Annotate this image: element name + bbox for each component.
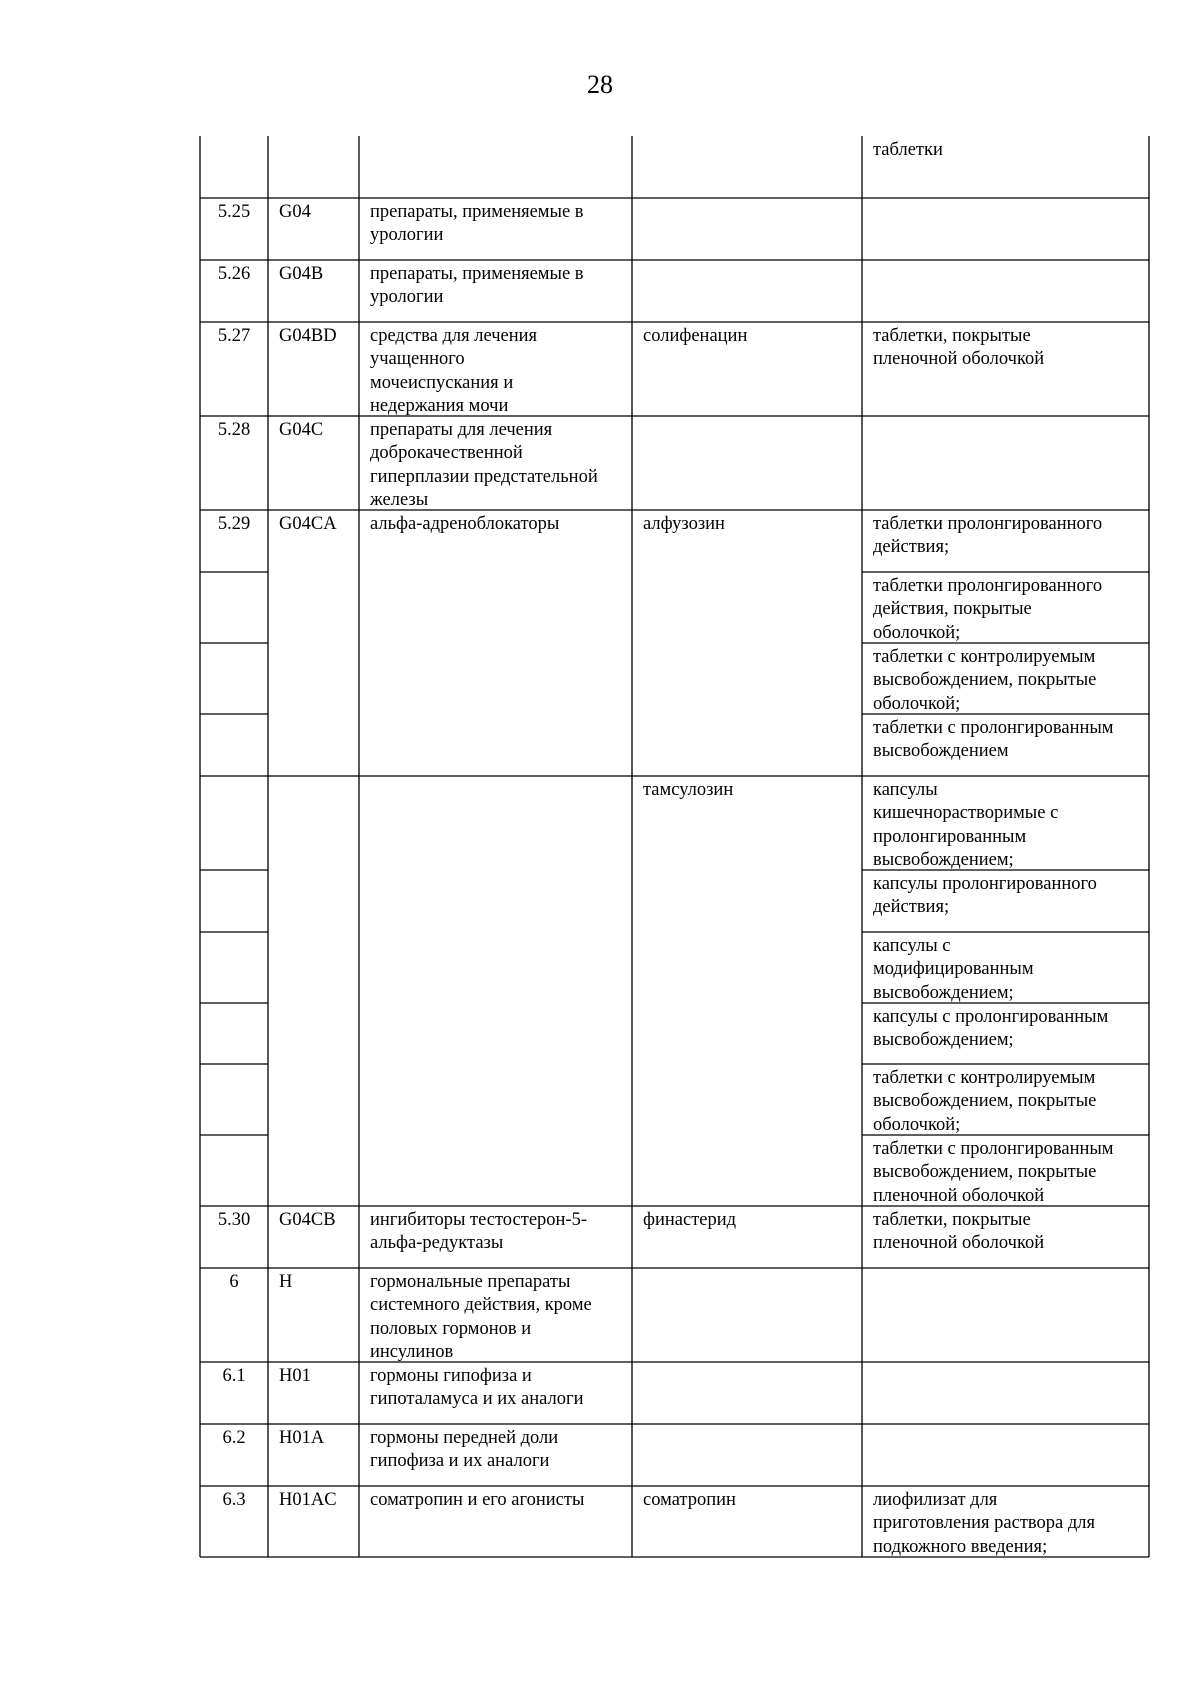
atc-code: H01A bbox=[279, 1428, 325, 1448]
dosage-form-line: таблетки с пролонгированным bbox=[873, 1139, 1114, 1159]
group-name-line: препараты, применяемые в bbox=[370, 202, 584, 222]
atc-code: G04CA bbox=[279, 514, 337, 534]
group-name-line: гипофиза и их аналоги bbox=[370, 1451, 550, 1472]
atc-code: G04BD bbox=[279, 326, 337, 346]
dosage-form-line: таблетки с контролируемым bbox=[873, 647, 1096, 667]
dosage-form-line: оболочкой; bbox=[873, 1114, 961, 1135]
dosage-form-line: капсулы пролонгированного bbox=[873, 874, 1097, 894]
dosage-form-line: действия; bbox=[873, 897, 950, 918]
group-name-line: альфа-адреноблокаторы bbox=[370, 514, 560, 534]
row-number: 6 bbox=[229, 1272, 239, 1292]
group-name-line: средства для лечения bbox=[370, 326, 538, 346]
dosage-form-line: модифицированным bbox=[873, 959, 1034, 980]
group-name-line: гормоны передней доли bbox=[370, 1428, 559, 1448]
dosage-form-line: таблетки с контролируемым bbox=[873, 1068, 1096, 1088]
dosage-form-line: пленочной оболочкой bbox=[873, 1185, 1045, 1206]
group-name-line: гормональные препараты bbox=[370, 1272, 571, 1292]
group-name-line: недержания мочи bbox=[370, 396, 509, 417]
dosage-form-line: оболочкой; bbox=[873, 622, 961, 643]
group-name-line: системного действия, кроме bbox=[370, 1295, 592, 1316]
dosage-form-line: высвобождением; bbox=[873, 1030, 1014, 1051]
dosage-form-line: высвобождением; bbox=[873, 982, 1014, 1003]
row-number: 5.28 bbox=[217, 420, 251, 440]
row-number: 5.29 bbox=[217, 514, 251, 534]
group-name-line: мочеиспускания и bbox=[370, 372, 514, 393]
atc-code: H bbox=[279, 1272, 293, 1292]
dosage-form-line: таблетки с пролонгированным bbox=[873, 718, 1114, 738]
group-name-line: препараты для лечения bbox=[370, 420, 553, 440]
dosage-form-line: высвобождением, покрытые bbox=[873, 670, 1097, 691]
drug-name: алфузозин bbox=[643, 514, 725, 534]
dosage-form-line: действия, покрытые bbox=[873, 599, 1032, 620]
dosage-form-line: кишечнорастворимые с bbox=[873, 803, 1059, 824]
group-name-line: соматропин и его агонисты bbox=[370, 1490, 585, 1510]
group-name-line: гиперплазии предстательной bbox=[370, 466, 598, 487]
group-name-line: гормоны гипофиза и bbox=[370, 1366, 532, 1386]
row-number: 5.27 bbox=[217, 326, 251, 346]
dosage-form-line: высвобождением, покрытые bbox=[873, 1162, 1097, 1183]
dosage-form-line: высвобождением, покрытые bbox=[873, 1091, 1097, 1112]
dosage-form-line: пленочной оболочкой bbox=[873, 1233, 1045, 1254]
row-number: 6.3 bbox=[222, 1490, 246, 1510]
drug-name: тамсулозин bbox=[643, 780, 734, 800]
group-name-line: инсулинов bbox=[370, 1342, 454, 1363]
group-name-line: учащенного bbox=[370, 349, 465, 370]
dosage-form-line: пленочной оболочкой bbox=[873, 349, 1045, 370]
dosage-form-line: приготовления раствора для bbox=[873, 1513, 1095, 1534]
page-number: 28 bbox=[587, 70, 613, 99]
dosage-form-line: пролонгированным bbox=[873, 826, 1027, 847]
atc-code: G04 bbox=[279, 202, 311, 222]
dosage-form-line: таблетки пролонгированного bbox=[873, 576, 1103, 596]
atc-code: H01AC bbox=[279, 1490, 337, 1510]
group-name-line: урологии bbox=[370, 287, 444, 308]
dosage-form-line: таблетки bbox=[873, 140, 943, 160]
atc-code: G04B bbox=[279, 264, 324, 284]
drug-name: солифенацин bbox=[643, 326, 748, 346]
atc-code: G04C bbox=[279, 420, 324, 440]
group-name-line: урологии bbox=[370, 225, 444, 246]
row-number: 5.30 bbox=[217, 1210, 251, 1230]
drug-name: финастерид bbox=[643, 1210, 737, 1230]
dosage-form-line: действия; bbox=[873, 537, 950, 558]
dosage-form-line: капсулы bbox=[873, 780, 938, 800]
dosage-form-line: высвобождением; bbox=[873, 850, 1014, 871]
row-number: 6.1 bbox=[222, 1366, 246, 1386]
group-name-line: препараты, применяемые в bbox=[370, 264, 584, 284]
row-number: 6.2 bbox=[222, 1428, 246, 1448]
atc-code: G04CB bbox=[279, 1210, 336, 1230]
dosage-form-line: подкожного введения; bbox=[873, 1536, 1048, 1557]
group-name-line: доброкачественной bbox=[370, 443, 523, 464]
drug-name: соматропин bbox=[643, 1490, 736, 1510]
group-name-line: железы bbox=[370, 490, 429, 511]
dosage-form-line: лиофилизат для bbox=[873, 1490, 998, 1510]
dosage-form-line: таблетки пролонгированного bbox=[873, 514, 1103, 534]
row-number: 5.26 bbox=[217, 264, 251, 284]
dosage-form-line: таблетки, покрытые bbox=[873, 326, 1031, 346]
row-number: 5.25 bbox=[217, 202, 251, 222]
group-name-line: альфа-редуктазы bbox=[370, 1233, 504, 1254]
dosage-form-line: оболочкой; bbox=[873, 693, 961, 714]
group-name-line: ингибиторы тестостерон-5- bbox=[370, 1210, 587, 1230]
group-name-line: половых гормонов и bbox=[370, 1318, 532, 1339]
dosage-form-line: таблетки, покрытые bbox=[873, 1210, 1031, 1230]
atc-code: H01 bbox=[279, 1366, 311, 1386]
group-name-line: гипоталамуса и их аналоги bbox=[370, 1389, 584, 1410]
dosage-form-line: капсулы с пролонгированным bbox=[873, 1007, 1109, 1027]
dosage-form-line: высвобождением bbox=[873, 741, 1009, 762]
dosage-form-line: капсулы с bbox=[873, 936, 951, 956]
